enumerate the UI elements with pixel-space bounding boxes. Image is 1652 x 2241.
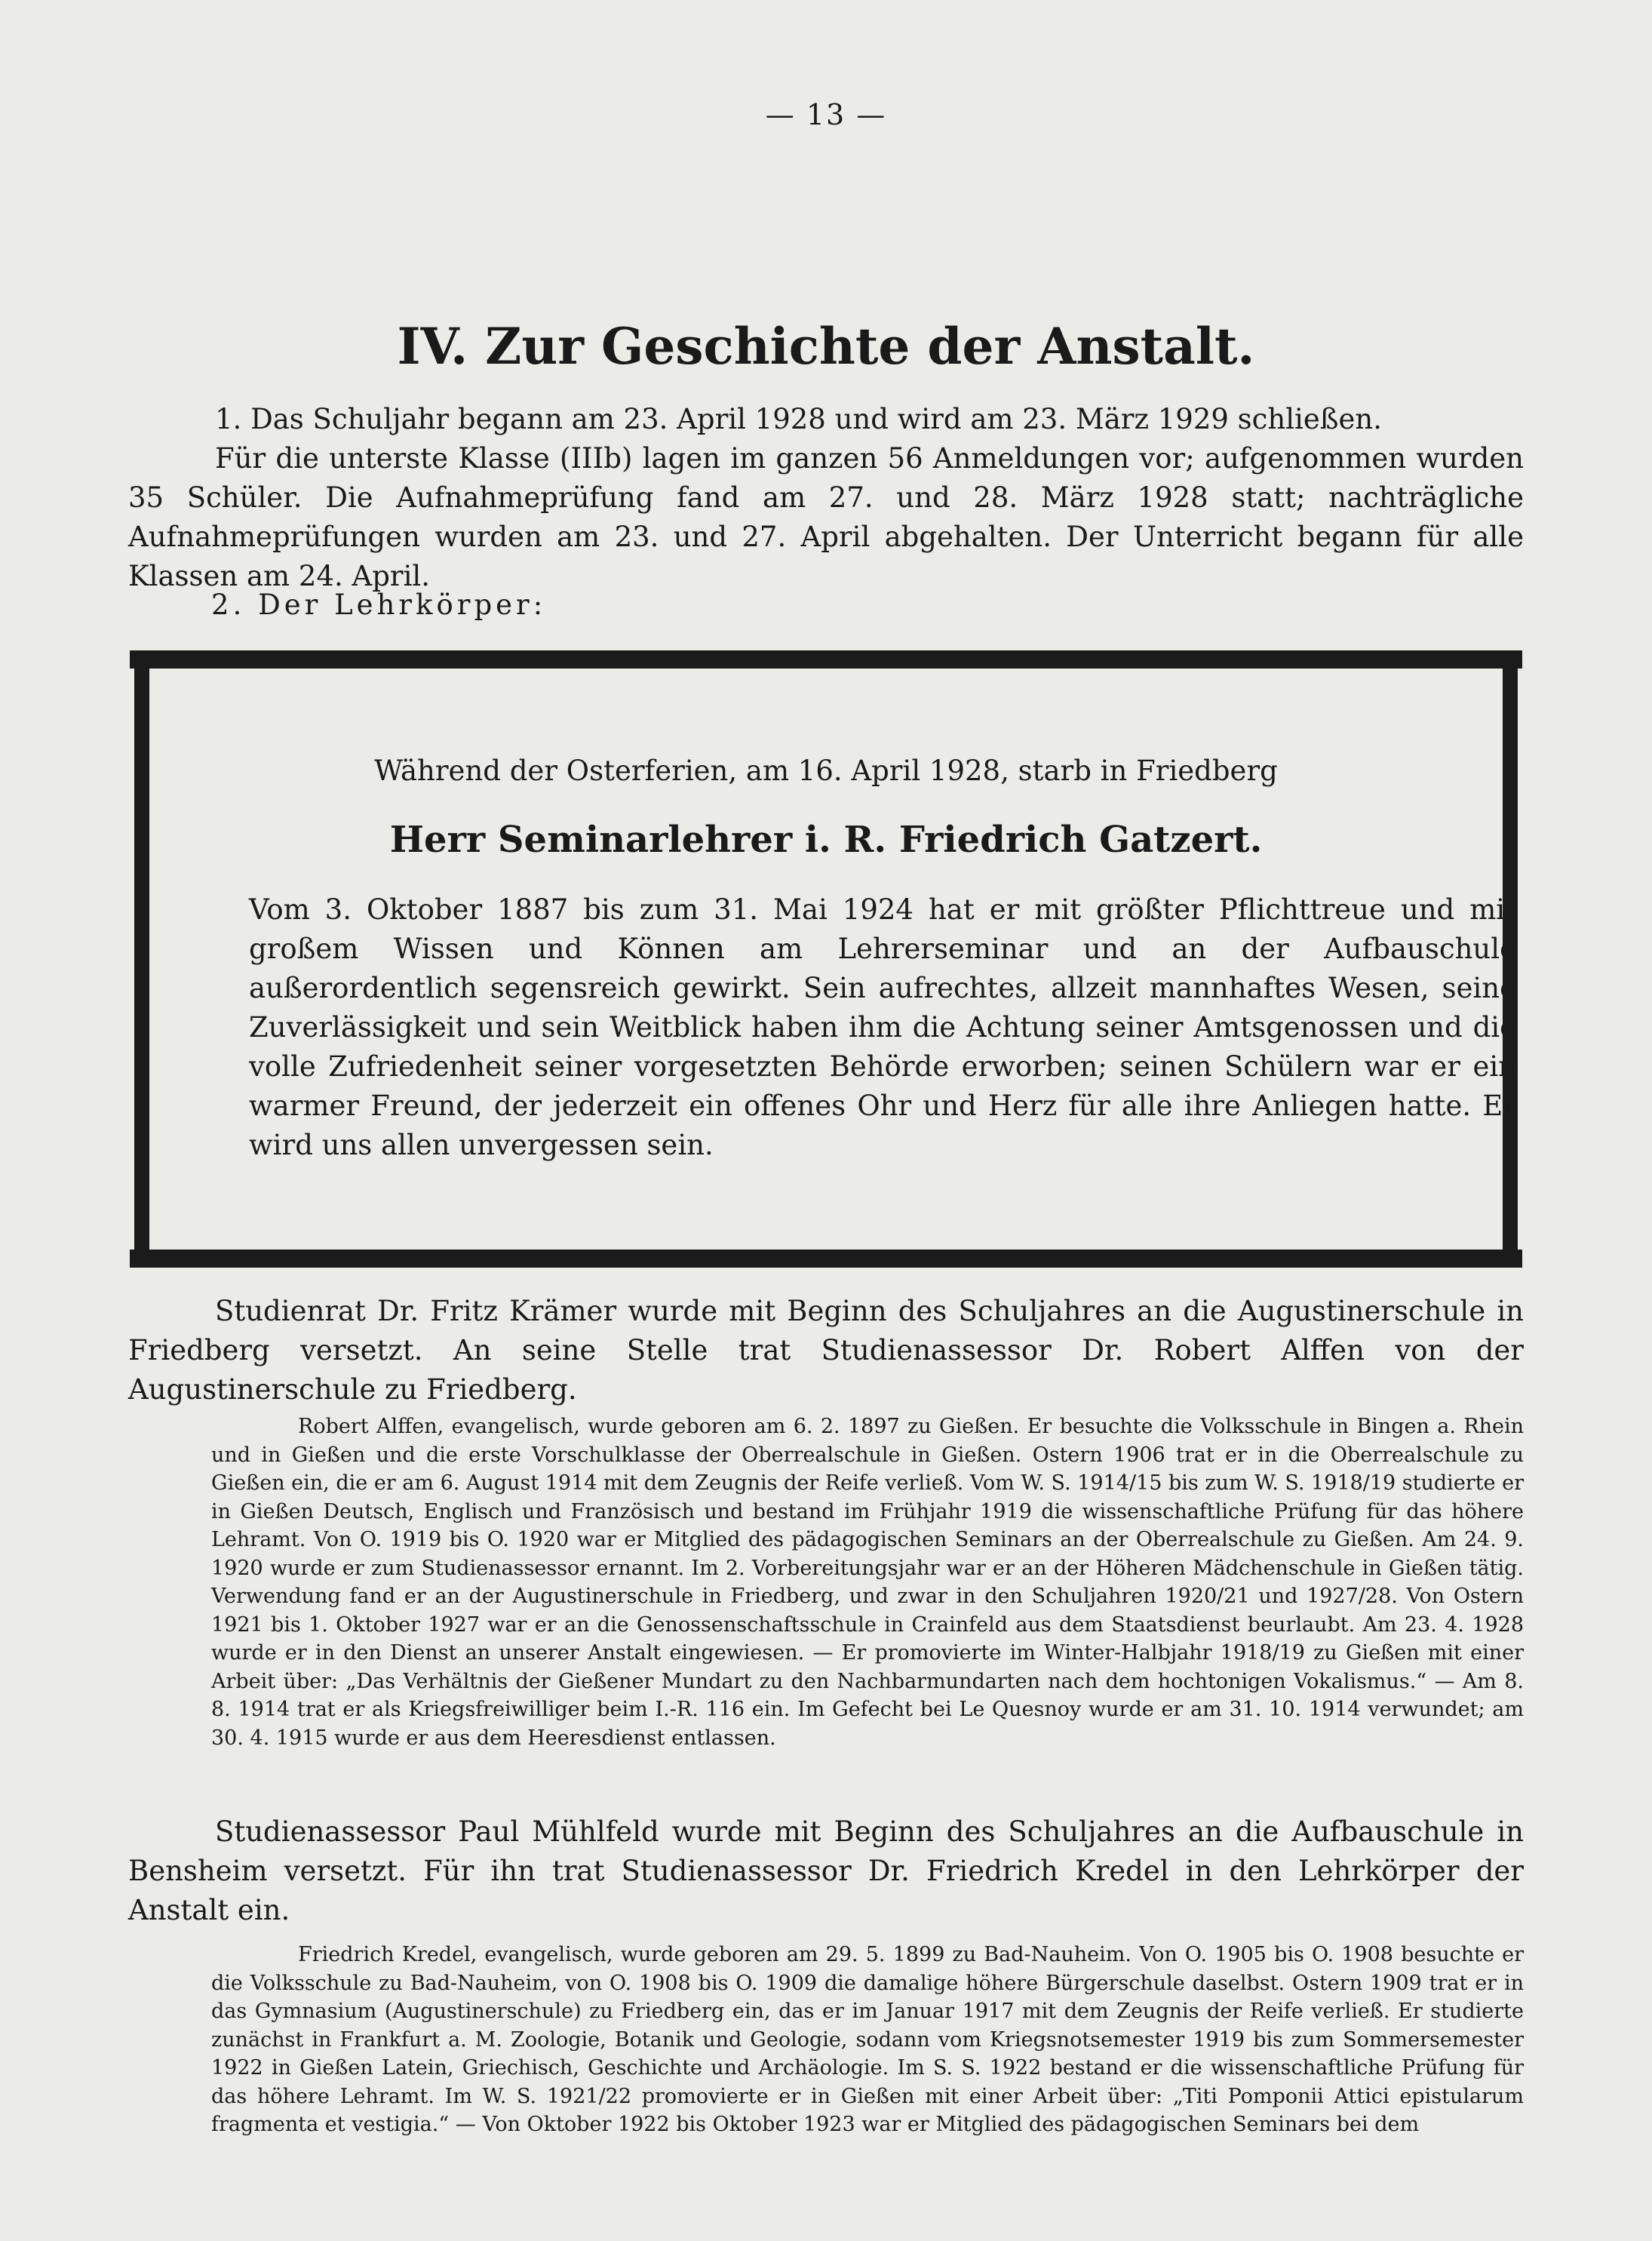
school-year-start: 1. Das Schuljahr begann am 23. April 1928 und wird am 23. März 1929 schließen. [215,403,1382,435]
page-number: — 13 — [765,98,887,131]
memorial-name: Herr Seminarlehrer i. R. Friedrich Gatzert. [389,819,1263,861]
kraemer-paragraph: Studienrat Dr. Fritz Krämer wurde mit Beginn des Schuljahres an die Augustinerschule in Friedberg versetzt. An seine Stelle trat Studienassessor Dr. Robert Alffen von der Augustinerschule zu Friedberg. [128,1295,1524,1406]
memorial-border-bottom [130,1250,1522,1268]
section-title: IV. Zur Geschichte der Anstalt. [397,317,1255,376]
memorial-border-top [130,650,1522,669]
memorial-border-left [134,664,149,1259]
memorial-text: Vom 3. Oktober 1887 bis zum 31. Mai 1924 hat er mit größter Pflichttreue und mit großem Wissen und Können am Lehrerseminar und an der Aufbauschule außerordentlich segensreich gewirkt. Sein aufrechtes, allzeit mannhaftes Wesen, seine Zuverlässigkeit und sein Weitblick haben ihm die Achtung seiner Amtsgenossen und die volle Zufriedenheit seiner vorgesetzten Behörde erworben; seinen Schülern war er ein warmer Freund, der jederzeit ein offenes Ohr und Herz für alle ihre Anliegen hatte. Er wird uns allen unvergessen sein. [249,893,1516,1161]
muehlfeld-paragraph: Studienassessor Paul Mühlfeld wurde mit Beginn des Schuljahres an die Aufbauschule in Bensheim versetzt. Für ihn trat Studienassessor Dr. Friedrich Kredel in den Lehrkörper der Anstalt ein. [128,1815,1524,1926]
memorial-intro: Während der Osterferien, am 16. April 1928, starb in Friedberg [374,755,1278,787]
teaching-staff-heading: 2. Der Lehrkörper: [211,589,547,621]
alffen-biography: Robert Alffen, evangelisch, wurde geboren am 6. 2. 1897 zu Gießen. Er besuchte die Volksschule in Bingen a. Rhein und in Gießen und die erste Vorschulklasse der Oberrealschule in Gießen. Ostern 1906 trat er in die Oberrealschule zu Gießen ein, die er am 6. August 1914 mit dem Zeugnis der Reife verließ. Vom W. S. 1914/15 bis zum W. S. 1918/19 studierte er in Gießen Deutsch, Englisch und Französisch und bestand im Frühjahr 1919 die wissenschaftliche Prüfung für das höhere Lehramt. Von O. 1919 bis O. 1920 war er Mitglied des pädagogischen Seminars an der Oberrealschule zu Gießen. Am 24. 9. 1920 wurde er zum Studienassessor ernannt. Im 2. Vorbereitungsjahr war er an der Höheren Mädchenschule in Gießen tätig. Verwendung fand er an der Augustinerschule in Friedberg, und zwar in den Schuljahren 1920/21 und 1927/28. Von Ostern 1921 bis 1. Oktober 1927 war er an die Genossenschaftsschule in Crainfeld aus dem Staatsdienst beurlaubt. Am 23. 4. 1928 wurde er in den Dienst an unserer Anstalt eingewiesen. — Er promovierte im Winter-Halbjahr 1918/19 zu Gießen mit einer Arbeit über: „Das Verhältnis der Gießener Mundart zu den Nachbarmundarten nach dem hochtonigen Vokalismus.“ — Am 8. 8. 1914 trat er als Kriegsfreiwilliger beim I.-R. 116 ein. Im Gefecht bei Le Quesnoy wurde er am 31. 10. 1914 verwundet; am 30. 4. 1915 wurde er aus dem Heeresdienst entlassen. [211,1415,1524,1750]
kredel-biography: Friedrich Kredel, evangelisch, wurde geboren am 29. 5. 1899 zu Bad-Nauheim. Von O. 1905 bis O. 1908 besuchte er die Volksschule zu Bad-Nauheim, von O. 1908 bis O. 1909 die damalige höhere Bürgerschule daselbst. Ostern 1909 trat er in das Gymnasium (Augustinerschule) zu Friedberg ein, das er im Januar 1917 mit dem Zeugnis der Reife verließ. Er studierte zunächst in Frankfurt a. M. Zoologie, Botanik und Geologie, sodann vom Kriegsnotsemester 1919 bis zum Sommersemester 1922 in Gießen Latein, Griechisch, Geschichte und Archäologie. Im S. S. 1922 bestand er die wissenschaftliche Prüfung für das höhere Lehramt. Im W. S. 1921/22 promovierte er in Gießen mit einer Arbeit über: „Titi Pomponii Attici epistularum fragmenta et vestigia.“ — Von Oktober 1922 bis Oktober 1923 war er Mitglied des pädagogischen Seminars bei dem [211,1943,1524,2136]
enrollment-paragraph: Für die unterste Klasse (IIIb) lagen im ganzen 56 Anmeldungen vor; aufgenommen wurden 35 Schüler. Die Aufnahmeprüfung fand am 27. und 28. März 1928 statt; nachträgliche Aufnahmeprüfungen wurden am 23. und 27. April abgehalten. Der Unterricht begann für alle Klassen am 24. April. [128,442,1524,592]
